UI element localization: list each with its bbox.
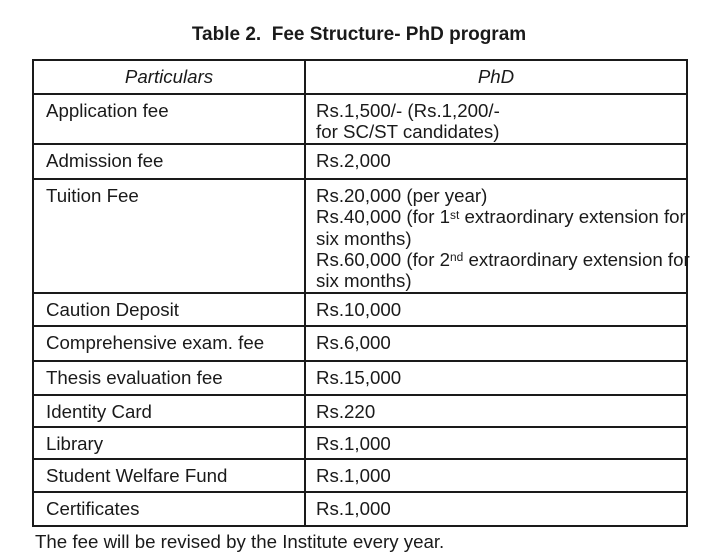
value-cell [305, 492, 687, 526]
value-line: Rs.15,000 [316, 366, 402, 388]
table-row [33, 427, 687, 459]
ordinal-superscript: nd [450, 250, 464, 265]
value-line: Rs.20,000 (per year) [316, 184, 488, 206]
value-line: Rs.1,000 [316, 497, 391, 519]
value-cell [305, 179, 690, 293]
value-line: Rs.10,000 [316, 298, 402, 320]
table-row [33, 94, 687, 144]
ordinal-superscript: st [450, 207, 460, 222]
table-row [33, 144, 687, 179]
table-row [33, 179, 687, 293]
value-line: Rs.1,000 [316, 464, 391, 486]
header-cell-phd: PhD [305, 60, 687, 94]
particulars-cell: Student Welfare Fund [33, 459, 305, 492]
header-cell-particulars: Particulars [33, 60, 305, 94]
particulars-cell: Identity Card [33, 395, 305, 427]
value-line: Rs.1,000 [316, 432, 391, 454]
particulars-cell: Tuition Fee [33, 179, 305, 293]
value-line: Rs.1,500/- (Rs.1,200/- [316, 100, 500, 121]
value-line: Rs.6,000 [316, 331, 391, 353]
particulars-cell: Library [33, 427, 305, 459]
value-cell [305, 427, 687, 459]
value-line: for SC/ST candidates) [316, 121, 500, 143]
particulars-cell: Thesis evaluation fee [33, 361, 305, 395]
particulars-cell: Application fee [33, 94, 305, 144]
value-cell [305, 361, 687, 395]
table-row [33, 459, 687, 492]
value-line: Rs.40,000 (for 1st extraordinary extension for [316, 206, 686, 228]
value-line: six months) [316, 227, 412, 249]
fee-table [32, 59, 688, 527]
value-cell [305, 94, 687, 144]
value-line: Rs.220 [316, 400, 376, 422]
particulars-cell: Admission fee [33, 144, 305, 179]
particulars-cell: Certificates [33, 492, 305, 526]
table-row [33, 326, 687, 361]
header-row [33, 60, 687, 94]
value-cell [305, 144, 687, 179]
fee-table-header [33, 60, 687, 94]
value-line: six months) [316, 270, 412, 292]
value-cell [305, 395, 687, 427]
fee-table-body [33, 94, 690, 526]
footer-note: The fee will be revised by the Institute every year. [35, 530, 445, 552]
table-row [33, 293, 687, 326]
value-cell [305, 459, 687, 492]
table-title: Table 2. Fee Structure- PhD program [191, 24, 527, 45]
particulars-cell: Comprehensive exam. fee [33, 326, 305, 361]
value-cell [305, 293, 687, 326]
table-row [33, 492, 687, 526]
value-line: Rs.2,000 [316, 149, 391, 171]
table-row [33, 395, 687, 427]
value-line: Rs.60,000 (for 2nd extraordinary extension for [316, 249, 690, 271]
particulars-cell: Caution Deposit [33, 293, 305, 326]
table-row [33, 361, 687, 395]
value-cell [305, 326, 687, 361]
